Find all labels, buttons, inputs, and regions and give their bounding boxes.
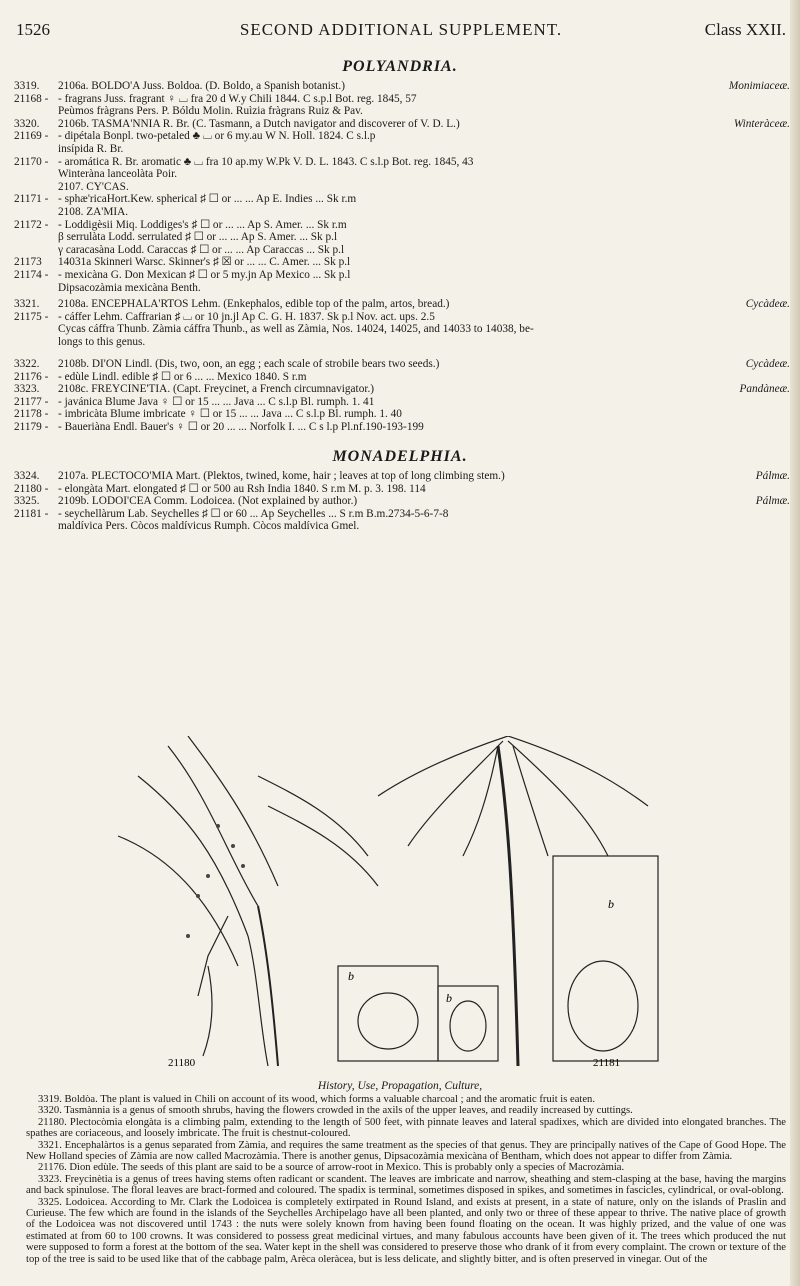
entry-num: 3323.: [14, 383, 40, 396]
entry-row: [14, 118, 792, 131]
entry-row: [14, 93, 792, 106]
entry-txt: β serrulàta Lodd. serrulated ♯ ☐ or ... ... Ap S. Amer. ... Sk p.l: [58, 231, 338, 244]
entry-row: [14, 244, 792, 257]
note-paragraph: 21180. Plectocòmia elongàta is a climbing palm, extending to the length of 500 feet, with pinnate leaves and lateral spadixes, which are divided into elongated branches. The spathes are coriaceous, and loosely imbricate. The fruit is chestnut-coloured.: [26, 1116, 786, 1140]
entry-row: [14, 311, 792, 324]
entry-row: [14, 231, 792, 244]
entry-row: [14, 105, 792, 118]
note-paragraph: 3325. Lodoìcea. According to Mr. Clark the Lodoìcea is completely extirpated in Round Island, and exists at present, in a state of nature, only on the islands of Praslin and Curieuse. The few which are found in the islands of the Seychelles Archipelago have all been planted, and only two or three of these appear to thrive. The native place of growth of the Lodoìcea was not discovered until 1743 : the nuts were solely known from having been found floating on the ocean. It was highly prized, and the value of one was estimated at from 60 to 100 crowns. It was considered to possess great medicinal virtues, and many fabulous accounts have been given of it. The trees which produced the nut were supposed to form a forest at the bottom of the sea. Water kept in the shell was considered to preserve those who drank of it from every complaint. The crown or texture of the top of the tree is said to be used like that of the cabbage palm, Arèca oleràcea, but is less delicate, and slightly bitter, and is often preserved in vinegar. Out of the: [26, 1196, 786, 1265]
entry-txt: - edùle Lindl. edible ♯ ☐ or 6 ... ... Mexico 1840. S r.m: [58, 370, 307, 383]
entry-num: 21171 -: [14, 193, 49, 206]
entry-num: 21175 -: [14, 310, 49, 323]
entry-row: [14, 508, 792, 521]
page-number: 1526: [16, 20, 50, 39]
entry-row: [14, 206, 792, 219]
entry-num: 21179 -: [14, 420, 49, 433]
entry-txt: Cycas cáffra Thunb. Zàmia cáffra Thunb., as well as Zàmia, Nos. 14024, 14025, and 14033 to 14038, be-: [58, 323, 534, 336]
entry-row: [14, 143, 792, 156]
section-title-monadelphia: MONADELPHIA.: [332, 448, 468, 465]
entry-txt: 2109b. LODOI'CEA Comm. Lodoicea. (Not explained by author.): [58, 495, 358, 508]
entry-rt: Pandàneæ.: [739, 383, 790, 396]
notes-block: [26, 1094, 786, 1265]
entry-txt: - cáffer Lehm. Caffrarian ♯ ⌴ or 10 jn.jl Ap C. G. H. 1837. Sk p.l Nov. act. ups. 2.5: [58, 310, 435, 323]
entry-txt: - seychellàrum Lab. Seychelles ♯ ☐ or 60 ... Ap Seychelles ... S r.m B.m.2734-5-6-7-8: [58, 507, 449, 520]
entry-row: [14, 298, 792, 311]
entry-row: [14, 371, 792, 384]
entry-txt: 2108c. FREYCINE'TIA. (Capt. Freycinet, a French circumnavigator.): [58, 383, 375, 396]
entry-num: 21170 -: [14, 155, 49, 168]
entry-txt: - mexicàna G. Don Mexican ♯ ☐ or 5 my.jn Ap Mexico ... Sk p.l: [58, 268, 351, 281]
entry-row: [14, 421, 792, 434]
entry-txt: 2108. ZA'MIA.: [58, 205, 129, 218]
entry-row: [14, 256, 792, 269]
entry-txt: 2107a. PLECTOCO'MIA Mart. (Plektos, twined, kome, hair ; leaves at top of long climbing stem.): [58, 470, 505, 482]
entry-txt: γ caracasàna Lodd. Caraccas ♯ ☐ or ... ... Ap Caraccas ... Sk p.l: [58, 243, 345, 256]
entry-txt: - dipétala Bonpl. two-petaled ♣ ⌴ or 6 my.au W N. Holl. 1824. C s.l.p: [58, 130, 376, 143]
entry-row: [14, 80, 792, 93]
entry-num: 3320.: [14, 117, 40, 130]
entry-txt: - imbricàta Blume imbricate ♀ ☐ or 15 ... ... Java ... C s.l.p Bl. rumph. 1. 40: [58, 408, 402, 421]
entry-num: 3319.: [14, 80, 40, 92]
entry-num: 21168 -: [14, 92, 49, 105]
class-label: Class XXII.: [704, 20, 786, 39]
entry-num: 21173: [14, 256, 42, 269]
entry-txt: - Loddigèsii Miq. Loddiges's ♯ ☐ or ... ... Ap S. Amer. ... Sk r.m: [58, 218, 347, 231]
entry-rt: Pálmæ.: [755, 495, 790, 508]
entries-block-4: [14, 470, 792, 533]
entry-row: [14, 408, 792, 421]
entry-num: 21174 -: [14, 268, 49, 281]
entry-num: 21169 -: [14, 130, 49, 143]
page-title: SECOND ADDITIONAL SUPPLEMENT.: [239, 20, 563, 39]
notes-caption: History, Use, Propagation, Culture,: [317, 1080, 483, 1092]
note-paragraph: 21176. Dìon edùle. The seeds of this plant are said to be a source of arrow-root in Mexico. This is probably only a species of Macrozàmia.: [38, 1162, 625, 1174]
entry-txt: 2108a. ENCEPHALA'RTOS Lehm. (Enkephalos, edible top of the palm, artos, bread.): [58, 298, 450, 310]
entry-num: 3321.: [14, 298, 40, 310]
entry-rt: Cycàdeæ.: [745, 298, 790, 310]
fig-label-b3: b: [608, 897, 614, 911]
entry-row: [14, 181, 792, 194]
entry-txt: 2106b. TASMA'NNIA R. Br. (C. Tasmann, a Dutch navigator and discoverer of V. D. L.): [58, 117, 460, 130]
entry-txt: - elongàta Mart. elongated ♯ ☐ or 500 au Rsh India 1840. S r.m M. p. 3. 198. 114: [58, 482, 426, 495]
entry-txt: - javánica Blume Java ♀ ☐ or 15 ... ... Java ... C s.l.p Bl. rumph. 1. 41: [58, 395, 375, 408]
entries-block-3: [14, 358, 792, 434]
entry-txt: maldívica Pers. Còcos maldívicus Rumph. Còcos maldívica Gmel.: [58, 520, 360, 533]
entry-txt: 2107. CY'CAS.: [58, 180, 129, 193]
entry-txt: 2108b. DI'ON Lindl. (Dis, two, oon, an egg ; each scale of strobile bears two seeds.): [58, 358, 440, 370]
note-paragraph: 3323. Freycinètia is a genus of trees having stems often radicant or scandent. The leaves are imbricate and narrow, sheathing and stem-clasping at the base, having the margins and back spinulose. The floral leaves are bract-formed and coloured. The spadix is terminal, sometimes disposed in spikes, and sometimes in fascicles, cylindrical, or oval-oblong.: [26, 1173, 786, 1197]
entry-num: 3324.: [14, 470, 40, 482]
entry-rt: Cycàdeæ.: [745, 358, 790, 370]
entry-rt: Pálmæ.: [755, 470, 790, 482]
entry-row: [14, 282, 792, 295]
entry-num: 21172 -: [14, 218, 49, 231]
entries-block-2: [14, 298, 792, 348]
entry-txt: 2106a. BOLDO'A Juss. Boldoa. (D. Boldo, a Spanish botanist.): [58, 80, 345, 92]
note-paragraph: 3321. Encephalàrtos is a genus separated from Zàmia, and requires the same treatment as the species of that genus. They are principally natives of the Cape of Good Hope. The New Holland species of Zàmia are now called Macrozàmia. There is another genus, Dipsacozàmia mexicàna of Bentham, which does not appear to differ from Zàmia.: [26, 1139, 786, 1163]
entry-txt: - aromática R. Br. aromatic ♣ ⌴ fra 10 ap.my W.Pk V. D. L. 1843. C s.l.p Bot. reg. 1845, 43: [58, 155, 474, 168]
entry-num: 3322.: [14, 358, 40, 370]
entry-num: 21178 -: [14, 408, 49, 421]
entry-txt: Peùmos fràgrans Pers. P. Bóldu Molin. Ruìzia fràgrans Ruiz & Pav.: [58, 105, 363, 118]
entry-txt: 14031a Skinneri Warsc. Skinner's ♯ ☒ or ... ... C. Amer. ... Sk p.l: [58, 256, 351, 269]
entry-row: [14, 130, 792, 143]
note-paragraph: 3320. Tasmànnia is a genus of smooth shrubs, having the flowers crowded in the axils of the upper leaves, and readily increased by cuttings.: [38, 1105, 633, 1117]
entry-row: [14, 396, 792, 409]
entry-rt: Winteràceæ.: [733, 117, 790, 130]
fig-label-21181: 21181: [593, 1057, 621, 1069]
entry-row: [14, 269, 792, 282]
entry-rt: Monimiaceæ.: [728, 80, 790, 92]
entry-num: 21176 -: [14, 370, 49, 383]
entry-row: [14, 383, 792, 396]
entry-txt: Winteràna lanceolàta Poir.: [58, 168, 178, 181]
entry-txt: longs to this genus.: [58, 335, 146, 348]
page-header: [16, 14, 786, 44]
entry-row: [14, 483, 792, 496]
entry-row: [14, 470, 792, 483]
entry-num: 3325.: [14, 495, 40, 508]
fig-label-b1: b: [348, 969, 354, 983]
entry-row: [14, 336, 792, 349]
entry-txt: insípida R. Br.: [58, 142, 124, 155]
entry-row: [14, 358, 792, 371]
fig-label-21180: 21180: [168, 1057, 196, 1069]
page-edge: [790, 0, 800, 1286]
entry-txt: - Baueriàna Endl. Bauer's ♀ ☐ or 20 ... ... Norfolk I. ... C s l.p Pl.nf.190-193-199: [58, 420, 424, 433]
entry-row: [14, 219, 792, 232]
entry-row: [14, 168, 792, 181]
entry-row: [14, 193, 792, 206]
entry-num: 21180 -: [14, 482, 49, 495]
entry-row: [14, 156, 792, 169]
entry-txt: - fragrans Juss. fragrant ♀ ⌴ fra 20 d W.y Chili 1844. C s.p.l Bot. reg. 1845, 57: [58, 92, 417, 105]
entry-txt: Dipsacozàmia mexicàna Benth.: [58, 281, 201, 294]
entry-num: 21177 -: [14, 395, 49, 408]
entry-row: [14, 520, 792, 533]
entry-num: 21181 -: [14, 507, 49, 520]
entries-block-1: [14, 80, 792, 294]
entry-row: [14, 495, 792, 508]
entry-txt: - sphæ'ricaHort.Kew. spherical ♯ ☐ or ... ... Ap E. Indies ... Sk r.m: [58, 193, 357, 206]
entry-row: [14, 323, 792, 336]
fig-label-b2: b: [446, 991, 452, 1005]
section-title-polyandria: POLYANDRIA.: [342, 58, 458, 75]
note-paragraph: 3319. Boldòa. The plant is valued in Chili on account of its wood, which forms a valuable charcoal ; and the aromatic fruit is eaten.: [38, 1094, 596, 1105]
palm-illustration: [108, 736, 678, 1074]
